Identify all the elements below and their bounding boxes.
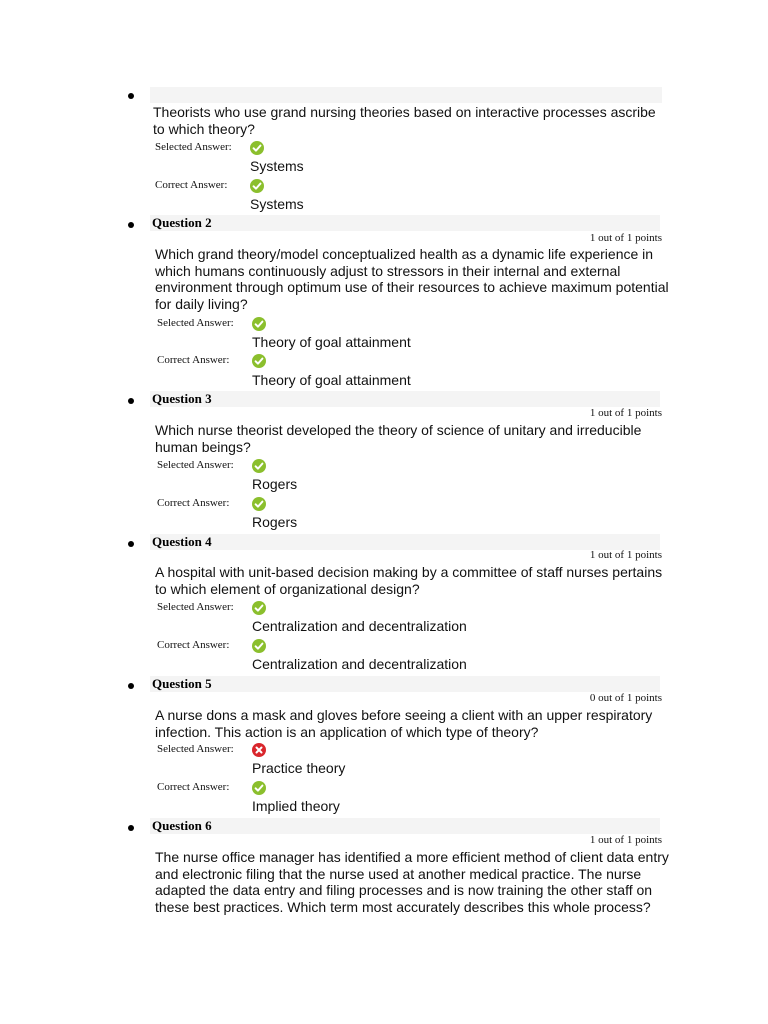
selected-answer-label: Selected Answer:	[157, 317, 234, 329]
correct-check-icon	[252, 459, 266, 473]
question-text: Which nurse theorist developed the theory of science of unitary and irreducible human beings?	[155, 422, 642, 455]
question-text: Theorists who use grand nursing theories based on interactive processes ascribe to which theory?	[153, 104, 656, 137]
bullet	[128, 683, 134, 689]
correct-answer-value: Theory of goal attainment	[252, 372, 411, 388]
incorrect-x-icon	[252, 743, 266, 757]
question-text: A nurse dons a mask and gloves before seeing a client with an upper respiratory infection. This action is an application of which type of theory?	[155, 707, 653, 740]
question-text: The nurse office manager has identified a more efficient method of client data entry and electronic filing that the nurse used at another medical practice. The nurse adapted the data entry and filing processes and is now training the other staff on these best practices. Which term most accurately describes this whole process?	[155, 849, 669, 915]
correct-answer-label: Correct Answer:	[157, 354, 230, 366]
question-header	[150, 215, 660, 231]
correct-answer-label: Correct Answer:	[157, 781, 230, 793]
correct-answer-label: Correct Answer:	[157, 497, 230, 509]
question-points: 1 out of 1 points	[589, 834, 662, 846]
question-header	[150, 87, 662, 103]
bullet	[128, 222, 134, 228]
question-title: Question 5	[152, 676, 212, 691]
question-points: 1 out of 1 points	[589, 549, 662, 561]
selected-answer-label: Selected Answer:	[157, 601, 234, 613]
selected-answer-label: Selected Answer:	[157, 459, 234, 471]
correct-check-icon	[250, 141, 264, 155]
correct-check-icon	[252, 781, 266, 795]
correct-answer-value: Centralization and decentralization	[252, 656, 467, 672]
selected-answer-value: Systems	[250, 158, 304, 174]
correct-answer-value: Implied theory	[252, 798, 340, 814]
question-header	[150, 676, 660, 692]
question-title: Question 3	[152, 391, 212, 406]
question-text: Which grand theory/model conceptualized health as a dynamic life experience in which humans continuously adjust to stressors in their internal and external environment through optimum use of their resources to achieve maximum potential for daily living?	[155, 246, 669, 312]
selected-answer-label: Selected Answer:	[155, 141, 232, 153]
selected-answer-value: Rogers	[252, 476, 298, 492]
selected-answer-value: Centralization and decentralization	[252, 618, 467, 634]
correct-answer-value: Rogers	[252, 514, 298, 530]
correct-check-icon	[252, 601, 266, 615]
question-points: 1 out of 1 points	[589, 407, 662, 419]
bullet	[128, 825, 134, 831]
bullet	[128, 541, 134, 547]
question-title: Question 6	[152, 818, 212, 833]
bullet	[128, 93, 134, 99]
selected-answer-value: Practice theory	[252, 760, 346, 776]
question-text: A hospital with unit-based decision making by a committee of staff nurses pertains to which element of organizational design?	[155, 564, 663, 597]
correct-check-icon	[252, 354, 266, 368]
correct-check-icon	[252, 317, 266, 331]
correct-answer-label: Correct Answer:	[155, 179, 228, 191]
question-points: 1 out of 1 points	[589, 232, 662, 244]
correct-check-icon	[252, 497, 266, 511]
question-points: 0 out of 1 points	[589, 692, 662, 704]
selected-answer-value: Theory of goal attainment	[252, 334, 411, 350]
question-header	[150, 534, 660, 550]
question-title: Question 2	[152, 215, 212, 230]
bullet	[128, 398, 134, 404]
correct-check-icon	[250, 179, 264, 193]
question-header	[150, 818, 660, 834]
correct-answer-value: Systems	[250, 196, 304, 212]
correct-answer-label: Correct Answer:	[157, 639, 230, 651]
question-header	[150, 391, 660, 407]
correct-check-icon	[252, 639, 266, 653]
selected-answer-label: Selected Answer:	[157, 743, 234, 755]
question-title: Question 4	[152, 534, 212, 549]
